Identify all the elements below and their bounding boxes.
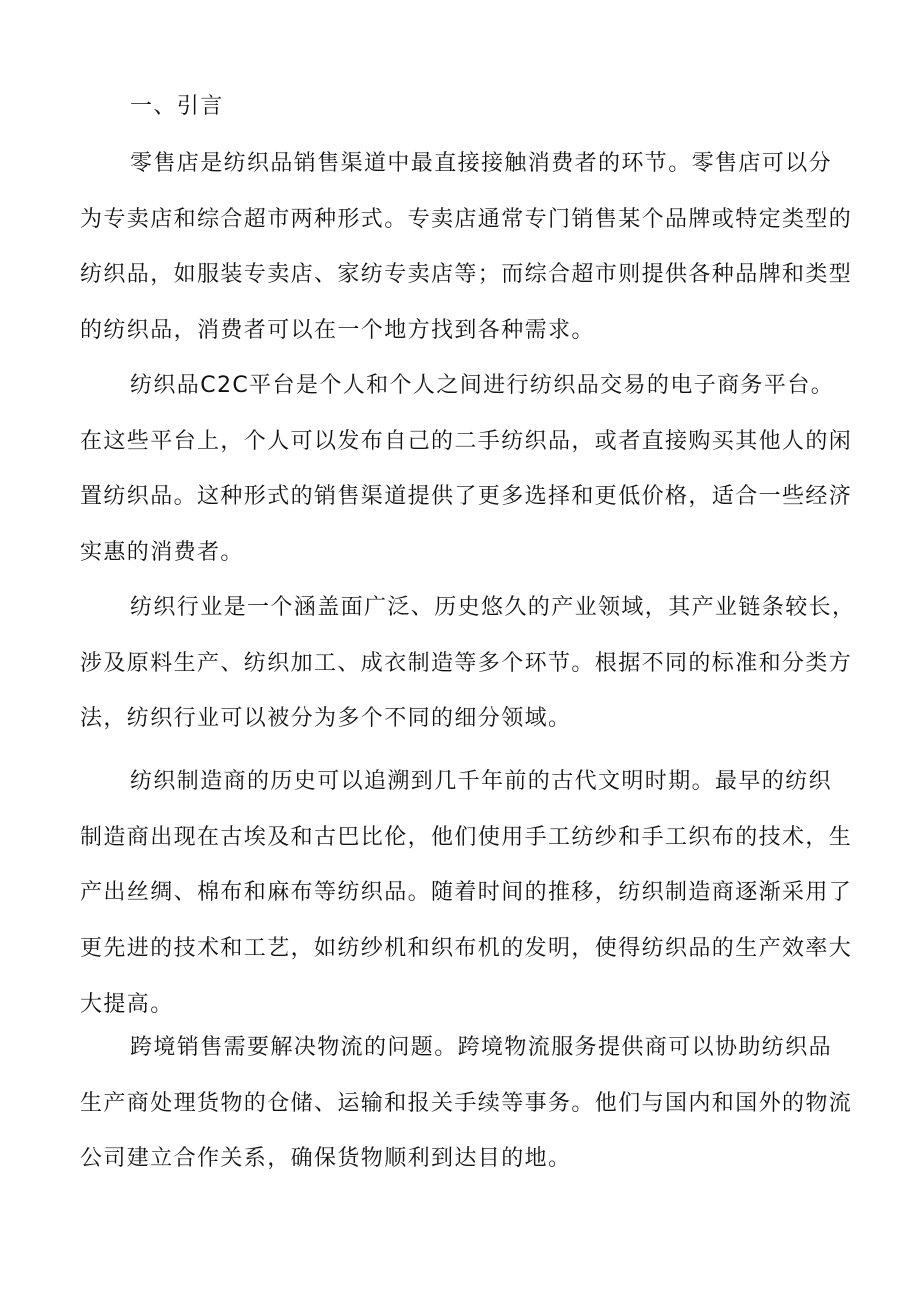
paragraph-line: 纺织品C2C平台是个人和个人之间进行纺织品交易的电子商务平台。 — [130, 373, 835, 398]
paragraph-line: 制造商出现在古埃及和古巴比伦，他们使用手工纺纱和手工织布的技术，生 — [80, 824, 853, 850]
paragraph-line: 为专卖店和综合超市两种形式。专卖店通常专门销售某个品牌或特定类型的 — [80, 206, 853, 232]
paragraph-line: 更先进的技术和工艺，如纺纱机和织布机的发明，使得纺织品的生产效率大 — [80, 936, 853, 962]
paragraph-line: 纺织品，如服装专卖店、家纺专卖店等；而综合超市则提供各种品牌和类型 — [80, 262, 853, 288]
paragraph-line: 置纺织品。这种形式的销售渠道提供了更多选择和更低价格，适合一些经济 — [80, 484, 853, 510]
section-heading: 一、引言 — [130, 94, 224, 119]
paragraph-c2c-platform — [80, 367, 853, 590]
paragraph-manufacturer-history — [80, 763, 853, 1041]
paragraph-line: 公司建立合作关系，确保货物顺利到达目的地。 — [80, 1146, 572, 1172]
paragraph-line: 纺织制造商的历史可以追溯到几千年前的古代文明时期。最早的纺织 — [130, 769, 833, 794]
paragraph-line: 在这些平台上，个人可以发布自己的二手纺织品，或者直接购买其他人的闲 — [80, 428, 853, 454]
paragraph-textile-industry — [80, 589, 856, 756]
paragraph-cross-border-logistics — [80, 1029, 853, 1196]
paragraph-line: 生产商处理货物的仓储、运输和报关手续等事务。他们与国内和国外的物流 — [80, 1090, 853, 1116]
paragraph-line: 纺织行业是一个涵盖面广泛、历史悠久的产业领域，其产业链条较长， — [130, 595, 856, 620]
paragraph-line: 实惠的消费者。 — [80, 540, 244, 566]
paragraph-line: 产出丝绸、棉布和麻布等纺织品。随着时间的推移，纺织制造商逐渐采用了 — [80, 880, 853, 906]
paragraph-line: 的纺织品，消费者可以在一个地方找到各种需求。 — [80, 318, 595, 344]
paragraph-retail-stores — [80, 145, 853, 368]
paragraph-line: 跨境销售需要解决物流的问题。跨境物流服务提供商可以协助纺织品 — [130, 1035, 833, 1060]
paragraph-line: 大提高。 — [80, 991, 174, 1017]
paragraph-line: 法，纺织行业可以被分为多个不同的细分领域。 — [80, 706, 572, 732]
paragraph-line: 涉及原料生产、纺织加工、成衣制造等多个环节。根据不同的标准和分类方 — [80, 650, 853, 676]
paragraph-line: 零售店是纺织品销售渠道中最直接接触消费者的环节。零售店可以分 — [130, 151, 833, 176]
